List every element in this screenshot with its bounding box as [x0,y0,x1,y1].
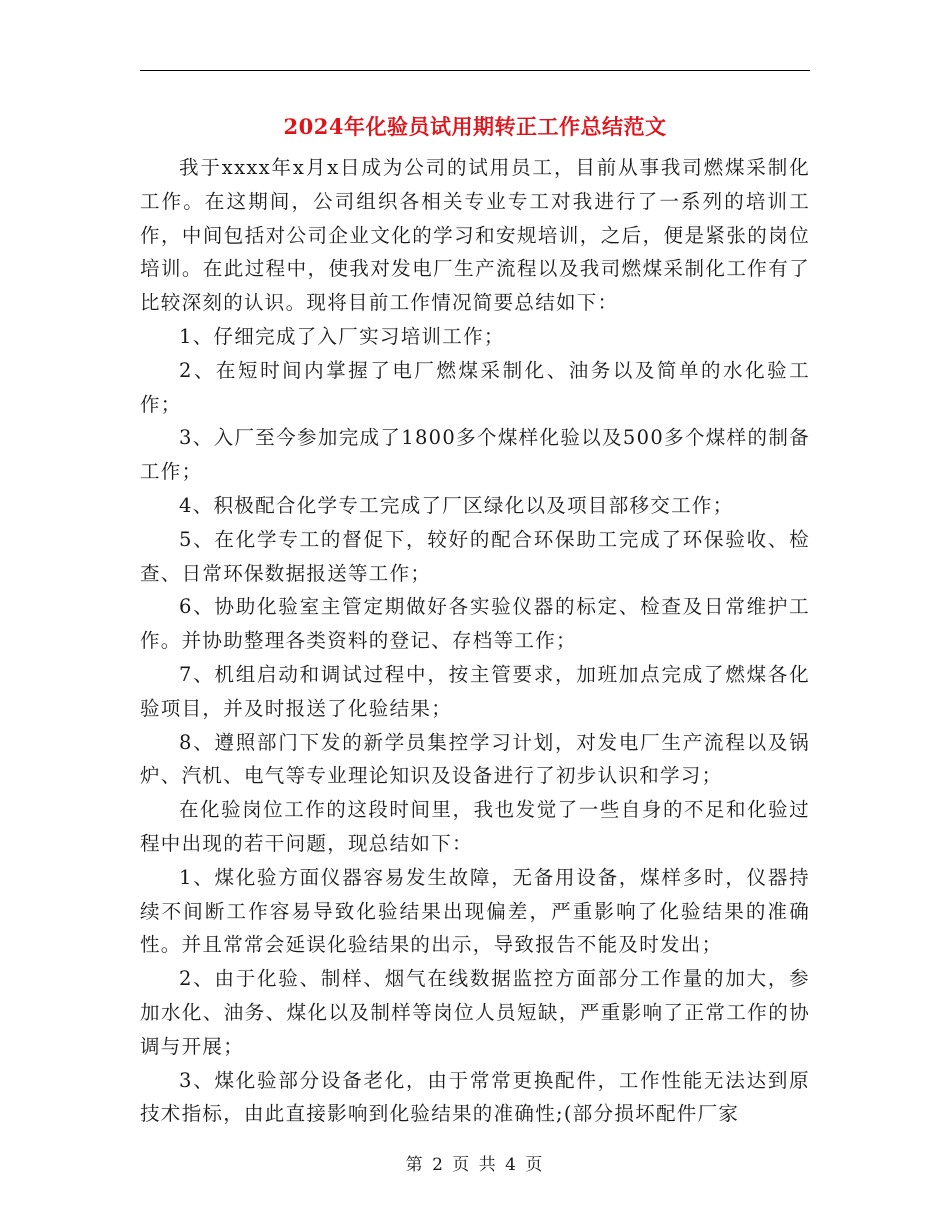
paragraph-problems-intro: 在化验岗位工作的这段时间里，我也发觉了一些自身的不足和化验过程中出现的若干问题，现总结如下： [140,798,810,855]
paragraph-item-5: 5、在化学专工的督促下，较好的配合环保助工完成了环保验收、检查、日常环保数据报送等工作； [140,527,810,585]
paragraph-item-4: 4、积极配合化学专工完成了厂区绿化以及项目部移交工作； [179,493,734,517]
paragraph-item-2: 2、在短时间内掌握了电厂燃煤采制化、油务以及简单的水化验工作； [140,358,810,416]
paragraph-item-7: 7、机组启动和调试过程中，按主管要求，加班加点完成了燃煤各化验项目，并及时报送了化验结果； [140,662,810,720]
paragraph-problem-2: 2、由于化验、制样、烟气在线数据监控方面部分工作量的加大，参加水化、油务、煤化以及制样等岗位人员短缺，严重影响了正常工作的协调与开展； [140,967,810,1058]
header-rule [140,70,810,71]
page-footer: 第 2 页 共 4 页 [405,1155,545,1175]
paragraph-item-1: 1、仔细完成了入厂实习培训工作； [179,324,505,348]
paragraph-item-8: 8、遵照部门下发的新学员集控学习计划，对发电厂生产流程以及锅炉、汽机、电气等专业理论知识及设备进行了初步认识和学习； [140,730,810,788]
paragraph-item-6: 6、协助化验室主管定期做好各实验仪器的标定、检查及日常维护工作。并协助整理各类资料的登记、存档等工作； [140,595,810,653]
document-body [140,151,810,1131]
paragraph-problem-3: 3、煤化验部分设备老化，由于常常更换配件，工作性能无法达到原技术指标，由此直接影响到化验结果的准确性;(部分损坏配件厂家 [140,1068,810,1126]
paragraph-problem-1: 1、煤化验方面仪器容易发生故障，无备用设备，煤样多时，仪器持续不间断工作容易导致化验结果出现偏差，严重影响了化验结果的准确性。并且常常会延误化验结果的出示，导致报告不能及时发出； [140,865,810,957]
paragraph-item-3: 3、入厂至今参加完成了1800多个煤样化验以及500多个煤样的制备工作； [140,426,810,484]
document-title: 2024年化验员试用期转正工作总结范文 [283,114,667,139]
paragraph-intro: 我于xxxx年x月x日成为公司的试用员工，目前从事我司燃煤采制化工作。在这期间，公司组织各相关专业专工对我进行了一系列的培训工作，中间包括对公司企业文化的学习和安规培训，之后，便是紧张的岗位培训。在此过程中，使我对发电厂生产流程以及我司燃煤采制化工作有了比较深刻的认识。现将目前工作情况简要总结如下： [140,156,810,315]
